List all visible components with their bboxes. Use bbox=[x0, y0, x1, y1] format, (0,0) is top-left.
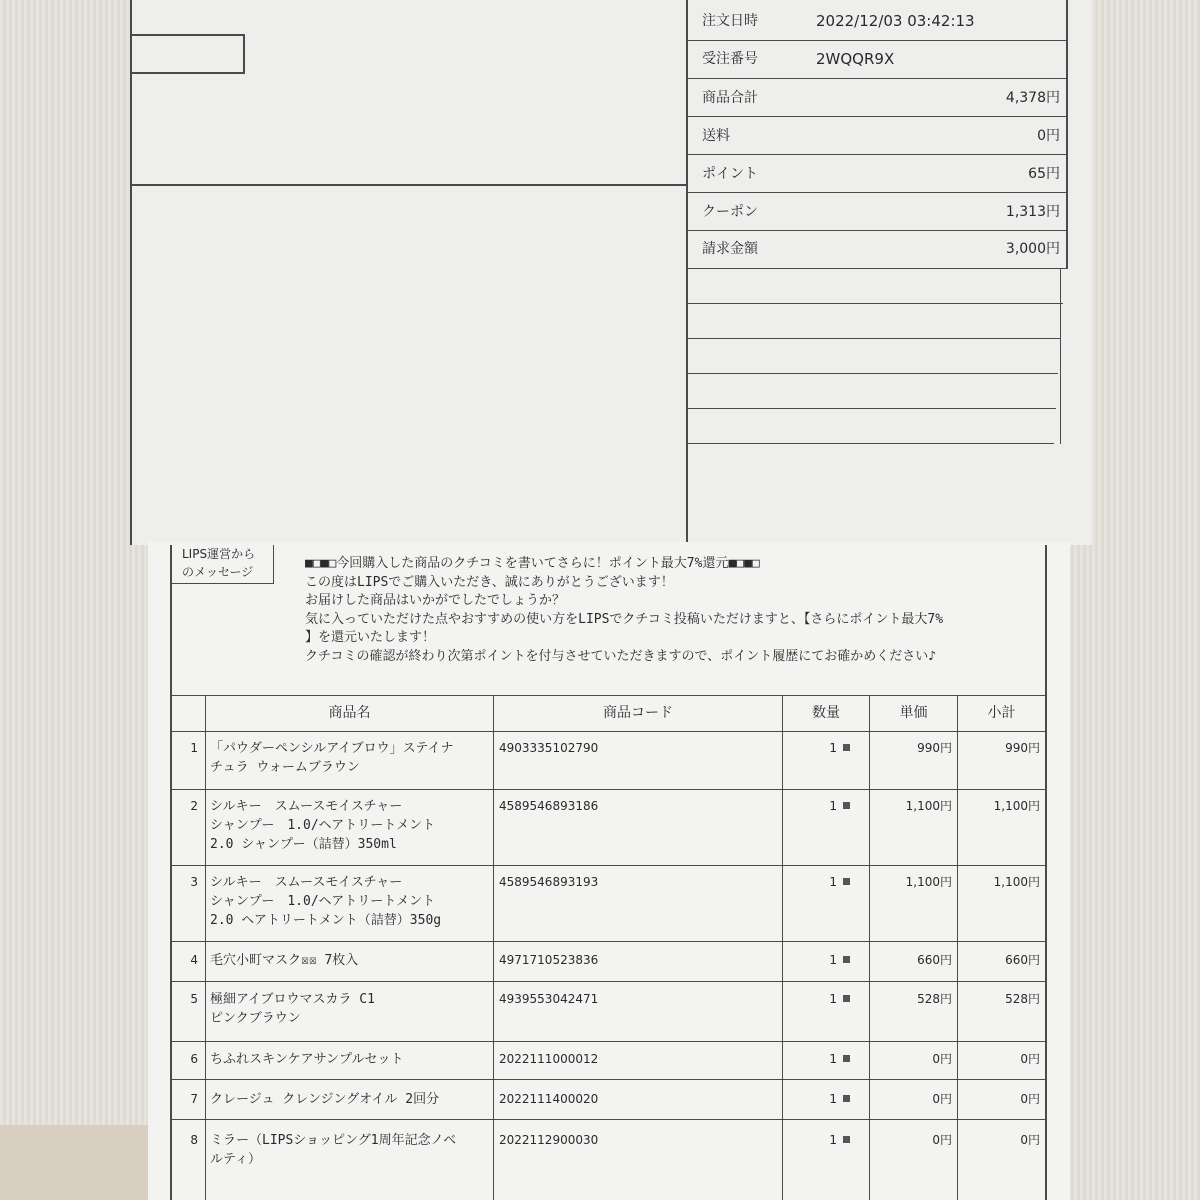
border bbox=[688, 192, 1068, 193]
unit-price: 0円 bbox=[932, 1133, 952, 1147]
order-number-label: 受注番号 bbox=[702, 51, 758, 67]
product-name: 極細アイブロウマスカラ C1 ピンクブラウン bbox=[210, 992, 375, 1026]
quantity bbox=[790, 1093, 850, 1105]
product-code: 4589546893193 bbox=[499, 875, 599, 889]
coupon-label: クーポン bbox=[702, 204, 758, 220]
product-name: 「パウダーペンシルアイブロウ」ステイナ チュラ ウォームブラウン bbox=[210, 741, 454, 775]
quantity-value: 1 bbox=[829, 741, 837, 755]
order-date-value: 2022/12/03 03:42:13 bbox=[816, 12, 975, 30]
row-number: 6 bbox=[190, 1052, 198, 1066]
unit-icon bbox=[843, 1055, 850, 1062]
header-subtotal: 小計 bbox=[987, 705, 1016, 721]
border bbox=[132, 184, 687, 186]
quantity bbox=[790, 876, 850, 888]
product-code: 4939553042471 bbox=[499, 992, 599, 1006]
unit-icon bbox=[843, 802, 850, 809]
unit-price: 990円 bbox=[917, 741, 952, 755]
border bbox=[172, 865, 1046, 866]
quantity-value: 1 bbox=[829, 992, 837, 1006]
border bbox=[688, 116, 1068, 117]
product-name: ミラー（LIPSショッピング1周年記念ノベ ルティ） bbox=[210, 1133, 457, 1167]
border bbox=[1045, 545, 1047, 1200]
border bbox=[688, 408, 1056, 409]
border bbox=[170, 545, 172, 1200]
unit-icon bbox=[843, 744, 850, 751]
header-quantity: 数量 bbox=[812, 705, 840, 721]
border bbox=[688, 303, 1063, 304]
border bbox=[172, 1079, 1046, 1080]
product-code: 4589546893186 bbox=[499, 799, 599, 813]
border bbox=[688, 78, 1068, 79]
subtotal: 0円 bbox=[1020, 1133, 1040, 1147]
unit-price: 0円 bbox=[932, 1052, 952, 1066]
quantity-value: 1 bbox=[829, 1092, 837, 1106]
billed-value: 3,000円 bbox=[1005, 241, 1060, 257]
unit-price: 660円 bbox=[917, 953, 952, 967]
quantity-value: 1 bbox=[829, 799, 837, 813]
border bbox=[243, 34, 245, 72]
product-name: クレージュ クレンジングオイル 2回分 bbox=[210, 1092, 440, 1107]
product-code: 2022111400020 bbox=[499, 1092, 599, 1106]
items-total-value: 4,378円 bbox=[1005, 90, 1060, 106]
border bbox=[782, 695, 783, 1200]
product-name: ちふれスキンケアサンプルセット bbox=[210, 1052, 404, 1067]
border bbox=[172, 731, 1046, 732]
subtotal: 990円 bbox=[1005, 741, 1040, 755]
border bbox=[132, 34, 244, 36]
quantity bbox=[790, 742, 850, 754]
message-body: ■□■□今回購入した商品のクチコミを書いてさらに！ポイント最大7%還元■□■□ この度はLIPSでご購入いただき、誠にありがとうございます！ お届けした商品はいかがでしたでしょうか？ 気に入っていただけた点やおすすめの使い方をLIPSでクチコミ投稿いただけますと、【さらにポイント最大7% 】を還元いたします！ クチコミの確認が終わり次第ポイントを付与させていただきますので、ポイント履歴にてお確かめください♪ bbox=[305, 556, 944, 664]
unit-icon bbox=[843, 956, 850, 963]
border bbox=[172, 941, 1046, 942]
message-label-line1: LIPS運営から bbox=[182, 547, 256, 561]
subtotal: 0円 bbox=[1020, 1052, 1040, 1066]
row-number: 8 bbox=[190, 1133, 198, 1147]
product-name: シルキー スムースモイスチャー シャンプー 1.0/ヘアトリートメント 2.0 ヘアトリートメント（詰替）350g bbox=[210, 875, 442, 928]
border bbox=[688, 154, 1068, 155]
border bbox=[172, 695, 1046, 696]
header-product-name: 商品名 bbox=[328, 705, 371, 721]
border bbox=[273, 545, 274, 584]
border bbox=[172, 981, 1046, 982]
billed-label: 請求金額 bbox=[702, 241, 758, 257]
unit-price: 0円 bbox=[932, 1092, 952, 1106]
product-code: 4971710523836 bbox=[499, 953, 599, 967]
row-number: 7 bbox=[190, 1092, 198, 1106]
subtotal: 528円 bbox=[1005, 992, 1040, 1006]
unit-price: 528円 bbox=[917, 992, 952, 1006]
order-number-value: 2WQQR9X bbox=[816, 50, 895, 68]
product-code: 2022112900030 bbox=[499, 1133, 599, 1147]
header-unit-price: 単価 bbox=[899, 705, 928, 721]
shipping-label: 送料 bbox=[702, 128, 730, 144]
border bbox=[869, 695, 870, 1200]
border bbox=[686, 0, 688, 545]
border bbox=[688, 230, 1068, 231]
quantity bbox=[790, 1134, 850, 1146]
border bbox=[957, 695, 958, 1200]
border bbox=[688, 338, 1060, 339]
border bbox=[1060, 268, 1061, 444]
items-total-label: 商品合計 bbox=[702, 90, 758, 106]
unit-icon bbox=[843, 878, 850, 885]
row-number: 3 bbox=[190, 875, 198, 889]
message-label-line2: のメッセージ bbox=[182, 565, 254, 579]
quantity-value: 1 bbox=[829, 953, 837, 967]
border bbox=[172, 1041, 1046, 1042]
unit-price: 1,100円 bbox=[905, 799, 952, 813]
quantity bbox=[790, 800, 850, 812]
product-name: 毛穴小町マスク☒☒ 7枚入 bbox=[210, 953, 359, 968]
border bbox=[688, 268, 1068, 269]
subtotal: 660円 bbox=[1005, 953, 1040, 967]
border bbox=[172, 789, 1046, 790]
row-number: 1 bbox=[190, 741, 198, 755]
quantity bbox=[790, 1053, 850, 1065]
row-number: 5 bbox=[190, 992, 198, 1006]
shipping-value: 0円 bbox=[1037, 128, 1060, 144]
row-number: 2 bbox=[190, 799, 198, 813]
border bbox=[688, 40, 1068, 41]
border bbox=[493, 695, 494, 1200]
border bbox=[688, 443, 1054, 444]
product-code: 4903335102790 bbox=[499, 741, 599, 755]
border bbox=[205, 695, 206, 1200]
quantity bbox=[790, 993, 850, 1005]
quantity-value: 1 bbox=[829, 875, 837, 889]
invoice-top-sheet bbox=[130, 0, 1092, 545]
quantity-value: 1 bbox=[829, 1052, 837, 1066]
border bbox=[172, 583, 274, 584]
points-label: ポイント bbox=[702, 166, 758, 182]
points-value: 65円 bbox=[1028, 166, 1060, 182]
header-product-code: 商品コード bbox=[603, 705, 673, 721]
unit-icon bbox=[843, 1136, 850, 1143]
border bbox=[130, 0, 132, 545]
order-date-label: 注文日時 bbox=[702, 13, 758, 29]
product-name: シルキー スムースモイスチャー シャンプー 1.0/ヘアトリートメント 2.0 シャンプー（詰替）350ml bbox=[210, 799, 436, 852]
quantity bbox=[790, 954, 850, 966]
row-number: 4 bbox=[190, 953, 198, 967]
unit-price: 1,100円 bbox=[905, 875, 952, 889]
coupon-value: 1,313円 bbox=[1005, 204, 1060, 220]
subtotal: 1,100円 bbox=[993, 875, 1040, 889]
unit-icon bbox=[843, 995, 850, 1002]
border bbox=[688, 373, 1058, 374]
quantity-value: 1 bbox=[829, 1133, 837, 1147]
unit-icon bbox=[843, 1095, 850, 1102]
subtotal: 1,100円 bbox=[993, 799, 1040, 813]
product-code: 2022111000012 bbox=[499, 1052, 599, 1066]
border bbox=[132, 72, 245, 74]
border bbox=[172, 1119, 1046, 1120]
background-floor bbox=[0, 1125, 160, 1200]
subtotal: 0円 bbox=[1020, 1092, 1040, 1106]
